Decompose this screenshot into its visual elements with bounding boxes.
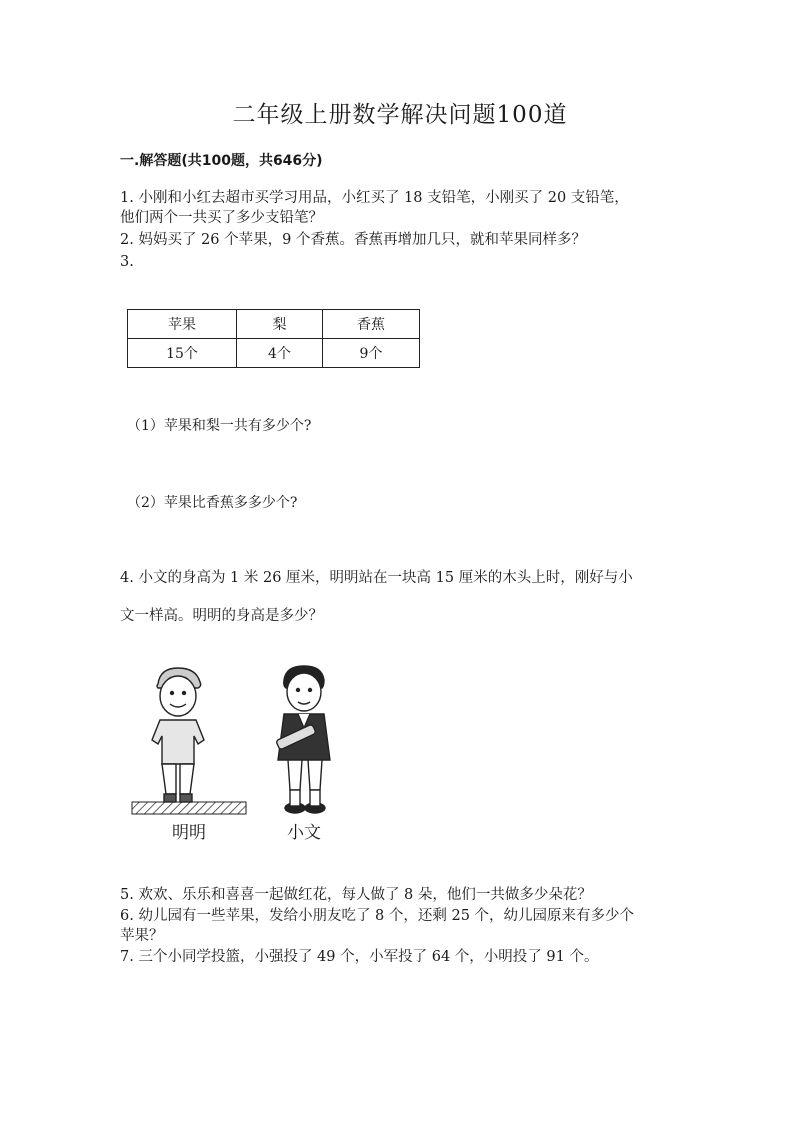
- boy-xiaowen-icon: [276, 666, 330, 813]
- table-header-cell: 苹果: [128, 310, 237, 339]
- fruit-table: [127, 309, 420, 368]
- question-3-sub-1: （1）苹果和梨一共有多少个?: [127, 418, 312, 434]
- question-6-line-1: 6. 幼儿园有一些苹果，发给小朋友吃了 8 个，还剩 25 个，幼儿园原来有多少个: [120, 908, 635, 924]
- question-4-line-2: 文一样高。明明的身高是多少？: [120, 608, 323, 624]
- table-row: [128, 339, 420, 368]
- table-header-cell: 香蕉: [323, 310, 420, 339]
- section-heading: 一.解答题(共100题，共646分): [120, 153, 323, 169]
- boy-mingming-icon: [152, 668, 204, 802]
- page-title: 二年级上册数学解决问题100道: [232, 102, 568, 128]
- question-1-line-1: 1. 小刚和小红去超市买学习用品，小红买了 18 支铅笔，小刚买了 20 支铅笔，: [120, 190, 629, 206]
- question-3: 3.: [120, 254, 134, 270]
- table-cell: 4个: [237, 339, 323, 368]
- question-6-line-2: 苹果？: [120, 928, 164, 944]
- wood-block: [132, 802, 246, 814]
- question-7: 7. 三个小同学投篮，小强投了 49 个，小军投了 64 个，小明投了 91 个。: [120, 949, 599, 965]
- table-header-cell: 梨: [237, 310, 323, 339]
- question-2: 2. 妈妈买了 26 个苹果，9 个香蕉。香蕉再增加几只，就和苹果同样多？: [120, 232, 586, 248]
- caption-mingming: 明明: [172, 823, 206, 843]
- table-cell: 9个: [323, 339, 420, 368]
- height-comparison-figure: [128, 660, 368, 840]
- table-header-row: [128, 310, 420, 339]
- question-1-line-2: 他们两个一共买了多少支铅笔？: [120, 210, 323, 226]
- question-3-sub-2: （2）苹果比香蕉多多少个?: [127, 495, 298, 511]
- table-cell: 15个: [128, 339, 237, 368]
- caption-xiaowen: 小文: [287, 823, 321, 843]
- question-5: 5. 欢欢、乐乐和喜喜一起做红花，每人做了 8 朵，他们一共做多少朵花？: [120, 887, 592, 903]
- question-4-line-1: 4. 小文的身高为 1 米 26 厘米，明明站在一块高 15 厘米的木头上时，刚好与小: [120, 570, 633, 586]
